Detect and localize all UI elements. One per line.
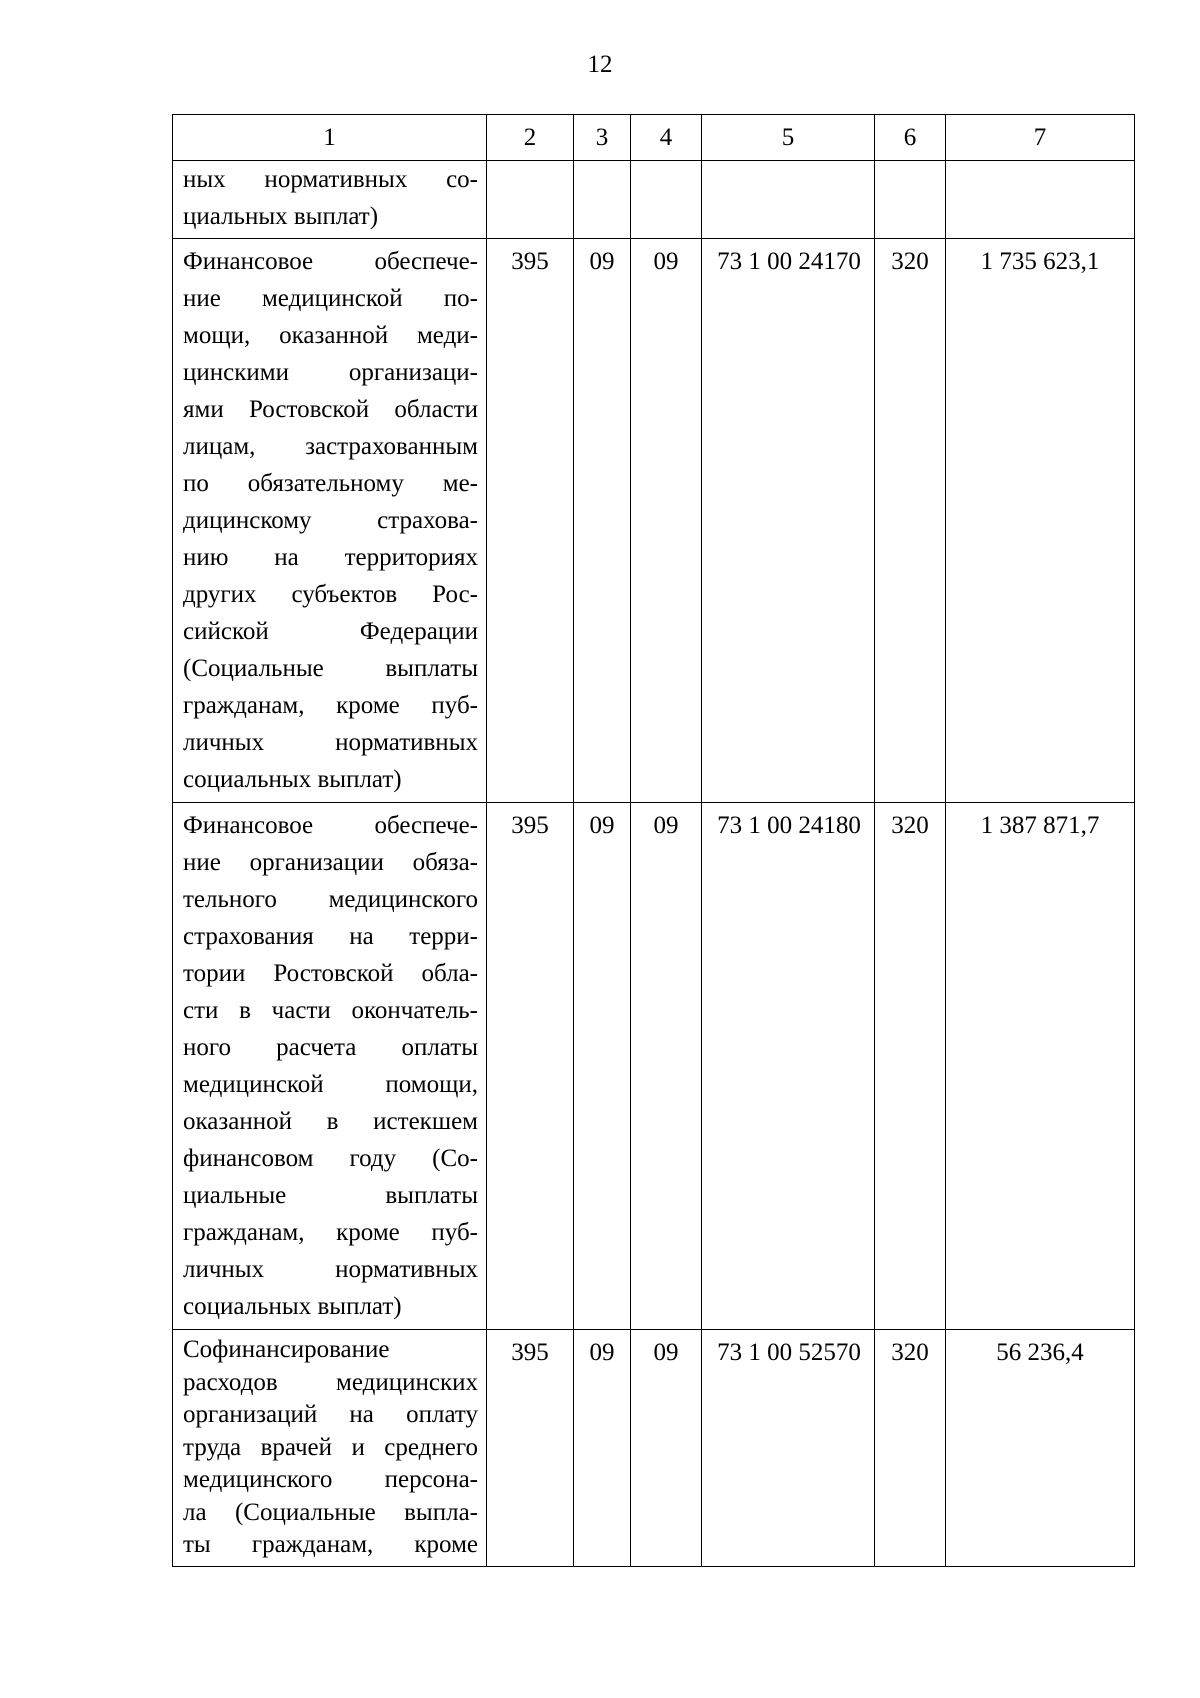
description-line: дицинскому страхова- [183,507,478,534]
description-line: циальных выплат) [183,203,379,230]
description-line: тории Ростовской обла- [183,960,478,987]
table-row [173,803,1135,1330]
description-line: лицам, застрахованным [183,433,478,460]
description-line: ла (Социальные выпла- [183,1498,478,1526]
description-line: тельного медицинского [183,886,478,913]
description-line: социальных выплат) [183,1293,402,1320]
cell-col7: 56 236,4 [946,1330,1135,1567]
description-line: страхования на терри- [183,923,478,950]
header-cell: 7 [946,115,1135,161]
description-line: Финансовое обеспече- [183,248,478,275]
description-line: гражданам, кроме пуб- [183,1219,478,1246]
description-cell [173,803,487,1330]
cell-col4: 09 [631,803,702,1330]
description-cell [173,1330,487,1567]
cell-col3: 09 [574,803,631,1330]
cell-col7: 1 387 871,7 [946,803,1135,1330]
description-line: сти в части окончатель- [183,997,478,1024]
description-line: гражданам, кроме пуб- [183,692,478,719]
description-line: медицинской помощи, [183,1071,478,1098]
description-line: личных нормативных [183,1256,478,1283]
description-line: ние медицинской по- [183,285,478,312]
description-line: нию на территориях [183,544,478,571]
description-line: расходов медицинских [183,1368,478,1396]
description-line: других субъектов Рос- [183,581,478,608]
description-line: ние организации обяза- [183,849,478,876]
description-line: цинскими организаци- [183,359,478,386]
header-cell: 5 [702,115,875,161]
description-line: личных нормативных [183,729,478,756]
description-line: по обязательному ме- [183,470,478,497]
cell-col3: 09 [574,239,631,803]
description-line: социальных выплат) [183,766,402,793]
description-line: ного расчета оплаты [183,1034,478,1061]
table-row [173,239,1135,803]
cell-col6: 320 [875,803,946,1330]
description-cell [173,161,487,239]
description-line: организаций на оплату [183,1401,478,1428]
table-row [173,1330,1135,1567]
header-row [173,115,1135,161]
cell-col2: 395 [487,803,574,1330]
table-row-continuation [173,161,1135,239]
description-cell [173,239,487,803]
description-line: оказанной в истекшем [183,1108,478,1135]
budget-table [172,114,1135,1567]
header-cell: 6 [875,115,946,161]
description-line: ных нормативных со- [183,166,478,193]
cell-col6: 320 [875,1330,946,1567]
description-line: ями Ростовской области [183,396,478,423]
description-line: (Социальные выплаты [183,655,478,682]
cell-col5: 73 1 00 52570 [702,1330,875,1567]
description-line: мощи, оказанной меди- [183,322,478,349]
cell-col4: 09 [631,1330,702,1567]
cell-col2: 395 [487,239,574,803]
cell-col6: 320 [875,239,946,803]
description-line: Финансовое обеспече- [183,812,478,839]
cell-col5: 73 1 00 24170 [702,239,875,803]
description-line: ты гражданам, кроме [183,1531,478,1558]
cell-col4: 09 [631,239,702,803]
description-line: медицинского персона- [183,1466,478,1493]
cell-col2: 395 [487,1330,574,1567]
description-line: финансовом году (Со- [183,1145,478,1172]
description-line: циальные выплаты [183,1182,478,1209]
description-line: Софинансирование [183,1336,390,1363]
cell-col7: 1 735 623,1 [946,239,1135,803]
header-cell: 1 [173,115,487,161]
cell-col5: 73 1 00 24180 [702,803,875,1330]
page-number: 12 [587,51,613,78]
header-cell: 2 [487,115,574,161]
header-cell: 3 [574,115,631,161]
description-line: труда врачей и среднего [183,1433,478,1461]
description-line: сийской Федерации [183,618,478,645]
header-cell: 4 [631,115,702,161]
cell-col3: 09 [574,1330,631,1567]
